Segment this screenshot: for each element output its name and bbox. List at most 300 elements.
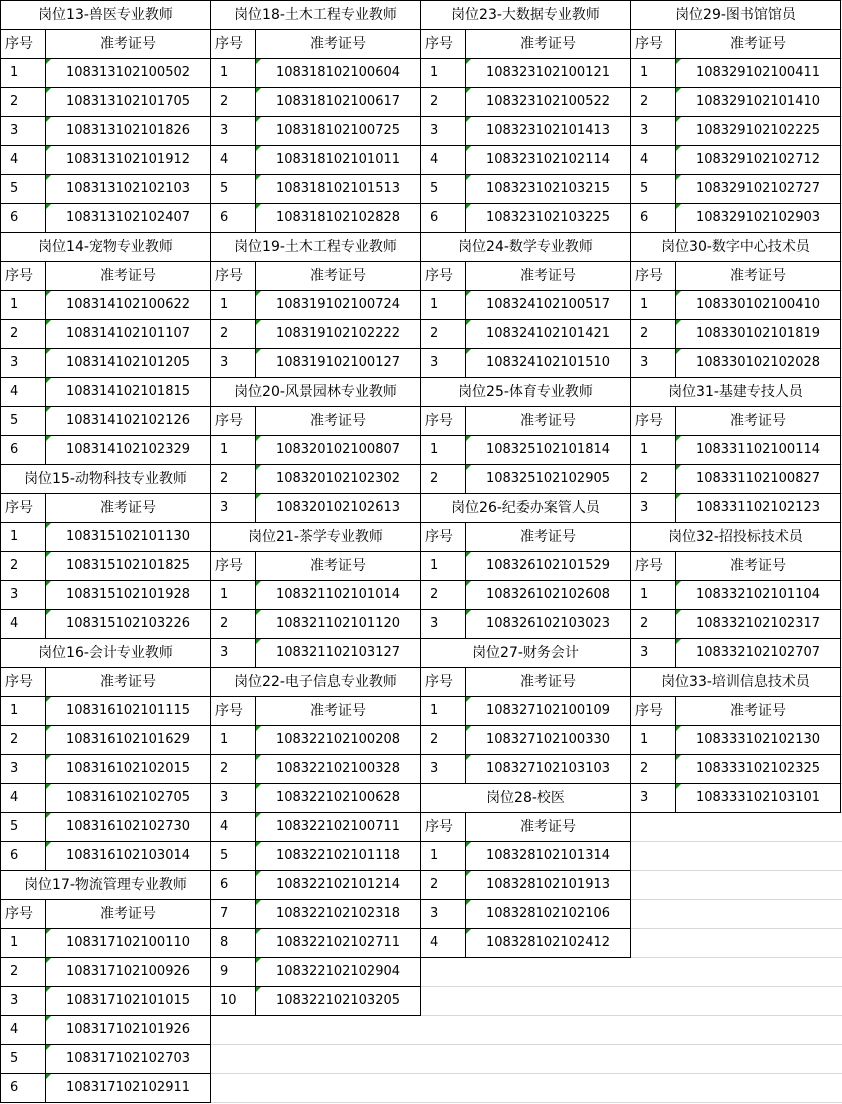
table-row [210, 986, 421, 1016]
seq-header: 序号 [0, 667, 46, 697]
seq-cell: 3 [630, 783, 676, 813]
seq-cell: 5 [0, 812, 46, 842]
seq-header: 序号 [210, 696, 256, 726]
table-row [0, 319, 211, 349]
header-row [210, 29, 421, 59]
position-title: 岗位33-培训信息技术员 [630, 667, 841, 697]
admission-number-cell: 108328102102106 [465, 899, 631, 929]
position-title: 岗位16-会计专业教师 [0, 638, 211, 668]
admission-number-cell: 108315102103226 [45, 609, 211, 639]
admission-number-cell: 108318102101011 [255, 145, 421, 175]
seq-cell: 7 [210, 899, 256, 929]
id-header: 准考证号 [45, 899, 211, 929]
seq-cell: 4 [630, 145, 676, 175]
seq-cell: 3 [210, 493, 256, 523]
table-row [0, 754, 211, 784]
table-row [0, 1044, 211, 1074]
seq-cell: 2 [420, 319, 466, 349]
table-row [630, 319, 841, 349]
id-header: 准考证号 [255, 29, 421, 59]
table-row [0, 812, 211, 842]
table-row [0, 203, 211, 233]
seq-cell: 4 [0, 609, 46, 639]
table-row [210, 348, 421, 378]
table-row [630, 580, 841, 610]
seq-cell: 6 [210, 203, 256, 233]
admission-number-cell: 108329102102903 [675, 203, 841, 233]
seq-cell: 2 [420, 725, 466, 755]
seq-header: 序号 [630, 406, 676, 436]
id-header: 准考证号 [45, 667, 211, 697]
seq-cell: 3 [630, 116, 676, 146]
table-row [420, 116, 631, 146]
admission-number-cell: 108320102102613 [255, 493, 421, 523]
seq-cell: 4 [0, 377, 46, 407]
table-row [0, 696, 211, 726]
seq-cell: 2 [420, 870, 466, 900]
seq-cell: 1 [0, 58, 46, 88]
admission-number-cell: 108329102102225 [675, 116, 841, 146]
header-row [630, 261, 841, 291]
admission-number-cell: 108318102100725 [255, 116, 421, 146]
admission-number-cell: 108314102100622 [45, 290, 211, 320]
seq-header: 序号 [420, 29, 466, 59]
seq-cell: 2 [0, 551, 46, 581]
seq-header: 序号 [210, 406, 256, 436]
table-row [210, 899, 421, 929]
table-row [210, 464, 421, 494]
seq-header: 序号 [0, 261, 46, 291]
header-row [630, 696, 841, 726]
seq-cell: 1 [420, 435, 466, 465]
table-row [630, 58, 841, 88]
seq-cell: 2 [210, 464, 256, 494]
admission-number-cell: 108315102101825 [45, 551, 211, 581]
table-row [630, 725, 841, 755]
admission-number-cell: 108327102103103 [465, 754, 631, 784]
admission-number-cell: 108323102103215 [465, 174, 631, 204]
admission-number-cell: 108328102101314 [465, 841, 631, 871]
seq-cell: 1 [0, 522, 46, 552]
seq-cell: 3 [210, 348, 256, 378]
table-row [420, 319, 631, 349]
table-row [210, 957, 421, 987]
table-row [0, 406, 211, 436]
header-row [420, 522, 631, 552]
table-row [0, 145, 211, 175]
seq-cell: 2 [210, 319, 256, 349]
seq-header: 序号 [420, 812, 466, 842]
id-header: 准考证号 [675, 29, 841, 59]
id-header: 准考证号 [255, 551, 421, 581]
admission-number-cell: 108326102102608 [465, 580, 631, 610]
position-title: 岗位31-基建专技人员 [630, 377, 841, 407]
seq-cell: 1 [630, 435, 676, 465]
seq-cell: 1 [0, 928, 46, 958]
table-row [210, 870, 421, 900]
table-row [420, 290, 631, 320]
seq-cell: 3 [630, 493, 676, 523]
table-row [0, 87, 211, 117]
seq-cell: 3 [420, 348, 466, 378]
header-row [210, 406, 421, 436]
header-row [420, 667, 631, 697]
position-title: 岗位13-兽医专业教师 [0, 0, 211, 30]
table-row [420, 203, 631, 233]
seq-header: 序号 [630, 261, 676, 291]
seq-cell: 4 [420, 928, 466, 958]
admission-number-cell: 108317102100926 [45, 957, 211, 987]
admission-number-cell: 108322102102904 [255, 957, 421, 987]
admission-number-cell: 108313102101912 [45, 145, 211, 175]
admission-number-cell: 108326102101529 [465, 551, 631, 581]
admission-number-cell: 108318102102828 [255, 203, 421, 233]
seq-cell: 4 [0, 1015, 46, 1045]
table-row [630, 348, 841, 378]
id-header: 准考证号 [465, 261, 631, 291]
admission-number-cell: 108314102102329 [45, 435, 211, 465]
position-title: 岗位24-数学专业教师 [420, 232, 631, 262]
admission-number-cell: 108332102102317 [675, 609, 841, 639]
seq-cell: 3 [210, 783, 256, 813]
header-row [630, 406, 841, 436]
position-title: 岗位27-财务会计 [420, 638, 631, 668]
seq-cell: 2 [630, 609, 676, 639]
seq-cell: 1 [630, 580, 676, 610]
seq-cell: 2 [630, 464, 676, 494]
seq-cell: 2 [0, 87, 46, 117]
table-row [0, 435, 211, 465]
header-row [630, 29, 841, 59]
admission-number-cell: 108322102101118 [255, 841, 421, 871]
table-row [420, 580, 631, 610]
table-row [420, 435, 631, 465]
admission-number-cell: 108323102100121 [465, 58, 631, 88]
position-title: 岗位18-土木工程专业教师 [210, 0, 421, 30]
id-header: 准考证号 [465, 406, 631, 436]
position-title: 岗位32-招投标技术员 [630, 522, 841, 552]
admission-number-cell: 108333102102130 [675, 725, 841, 755]
admission-number-cell: 108329102102712 [675, 145, 841, 175]
table-row [630, 464, 841, 494]
admission-number-cell: 108317102102703 [45, 1044, 211, 1074]
table-row [0, 1073, 211, 1103]
seq-cell: 3 [0, 986, 46, 1016]
seq-cell: 1 [210, 580, 256, 610]
seq-cell: 1 [420, 551, 466, 581]
seq-cell: 9 [210, 957, 256, 987]
seq-cell: 3 [0, 754, 46, 784]
seq-cell: 6 [0, 435, 46, 465]
table-row [210, 319, 421, 349]
header-row [0, 29, 211, 59]
admission-number-cell: 108322102100711 [255, 812, 421, 842]
table-row [0, 174, 211, 204]
table-row [420, 870, 631, 900]
admission-number-cell: 108332102102707 [675, 638, 841, 668]
position-title: 岗位17-物流管理专业教师 [0, 870, 211, 900]
admission-number-cell: 108317102101015 [45, 986, 211, 1016]
admission-number-cell: 108332102101104 [675, 580, 841, 610]
table-row [0, 609, 211, 639]
seq-cell: 6 [630, 203, 676, 233]
seq-cell: 3 [0, 348, 46, 378]
admission-number-cell: 108329102100411 [675, 58, 841, 88]
admission-number-cell: 108313102101705 [45, 87, 211, 117]
admission-number-cell: 108322102100208 [255, 725, 421, 755]
seq-cell: 3 [420, 754, 466, 784]
seq-cell: 2 [630, 754, 676, 784]
seq-cell: 3 [210, 116, 256, 146]
admission-number-cell: 108327102100330 [465, 725, 631, 755]
table-row [630, 145, 841, 175]
id-header: 准考证号 [675, 261, 841, 291]
admission-number-cell: 108323102101413 [465, 116, 631, 146]
admission-number-cell: 108315102101130 [45, 522, 211, 552]
header-row [0, 493, 211, 523]
id-header: 准考证号 [675, 406, 841, 436]
seq-cell: 5 [210, 174, 256, 204]
seq-cell: 2 [420, 580, 466, 610]
seq-cell: 1 [420, 841, 466, 871]
id-header: 准考证号 [465, 29, 631, 59]
table-row [0, 580, 211, 610]
admission-number-cell: 108313102101826 [45, 116, 211, 146]
table-row [420, 609, 631, 639]
seq-cell: 2 [210, 609, 256, 639]
admission-number-cell: 108323102102114 [465, 145, 631, 175]
seq-cell: 1 [0, 696, 46, 726]
admission-number-cell: 108318102100604 [255, 58, 421, 88]
table-row [0, 928, 211, 958]
admission-number-cell: 108331102100114 [675, 435, 841, 465]
table-row [420, 348, 631, 378]
seq-cell: 2 [630, 87, 676, 117]
id-header: 准考证号 [45, 29, 211, 59]
table-row [210, 638, 421, 668]
admission-number-cell: 108331102102123 [675, 493, 841, 523]
admission-number-cell: 108322102100328 [255, 754, 421, 784]
admission-number-cell: 108315102101928 [45, 580, 211, 610]
table-row [0, 725, 211, 755]
admission-number-cell: 108330102102028 [675, 348, 841, 378]
table-row [210, 145, 421, 175]
seq-header: 序号 [210, 551, 256, 581]
table-row [630, 493, 841, 523]
seq-cell: 5 [420, 174, 466, 204]
seq-cell: 3 [420, 899, 466, 929]
position-title: 岗位19-土木工程专业教师 [210, 232, 421, 262]
seq-cell: 1 [0, 290, 46, 320]
admission-number-cell: 108316102102705 [45, 783, 211, 813]
seq-cell: 5 [0, 174, 46, 204]
seq-cell: 5 [0, 1044, 46, 1074]
table-row [0, 1015, 211, 1045]
table-row [210, 174, 421, 204]
table-row [420, 174, 631, 204]
admission-number-cell: 108316102101115 [45, 696, 211, 726]
header-row [630, 551, 841, 581]
admission-number-cell: 108328102102412 [465, 928, 631, 958]
seq-header: 序号 [420, 667, 466, 697]
table-row [420, 87, 631, 117]
position-title: 岗位26-纪委办案管人员 [420, 493, 631, 523]
table-row [630, 754, 841, 784]
seq-cell: 5 [210, 841, 256, 871]
table-row [420, 58, 631, 88]
table-row [210, 87, 421, 117]
seq-cell: 2 [0, 319, 46, 349]
admission-number-cell: 108318102101513 [255, 174, 421, 204]
table-row [0, 551, 211, 581]
admission-number-cell: 108321102103127 [255, 638, 421, 668]
seq-cell: 6 [0, 203, 46, 233]
seq-cell: 1 [420, 58, 466, 88]
table-row [210, 290, 421, 320]
id-header: 准考证号 [465, 812, 631, 842]
header-row [210, 261, 421, 291]
position-title: 岗位28-校医 [420, 783, 631, 813]
seq-cell: 2 [630, 319, 676, 349]
table-row [420, 145, 631, 175]
seq-header: 序号 [630, 551, 676, 581]
table-row [630, 174, 841, 204]
admission-number-cell: 108313102100502 [45, 58, 211, 88]
table-row [420, 928, 631, 958]
seq-header: 序号 [420, 261, 466, 291]
position-title: 岗位25-体育专业教师 [420, 377, 631, 407]
id-header: 准考证号 [255, 261, 421, 291]
table-row [0, 58, 211, 88]
seq-cell: 1 [210, 58, 256, 88]
seq-cell: 5 [630, 174, 676, 204]
table-row [210, 841, 421, 871]
admission-number-cell: 108330102101819 [675, 319, 841, 349]
seq-cell: 4 [0, 783, 46, 813]
table-row [630, 638, 841, 668]
position-title: 岗位21-茶学专业教师 [210, 522, 421, 552]
seq-header: 序号 [210, 261, 256, 291]
position-title: 岗位20-风景园林专业教师 [210, 377, 421, 407]
seq-cell: 1 [630, 58, 676, 88]
header-row [420, 812, 631, 842]
admission-number-cell: 108317102101926 [45, 1015, 211, 1045]
admission-number-cell: 108333102103101 [675, 783, 841, 813]
table-row [0, 522, 211, 552]
position-title: 岗位30-数字中心技术员 [630, 232, 841, 262]
seq-cell: 5 [0, 406, 46, 436]
admission-number-cell: 108326102103023 [465, 609, 631, 639]
seq-cell: 2 [0, 725, 46, 755]
seq-cell: 3 [630, 638, 676, 668]
seq-cell: 2 [0, 957, 46, 987]
admission-number-cell: 108329102101410 [675, 87, 841, 117]
table-row [210, 580, 421, 610]
admission-number-cell: 108324102101510 [465, 348, 631, 378]
admission-number-cell: 108314102101815 [45, 377, 211, 407]
seq-cell: 3 [630, 348, 676, 378]
seq-cell: 1 [210, 725, 256, 755]
header-row [0, 667, 211, 697]
position-title: 岗位15-动物科技专业教师 [0, 464, 211, 494]
table-row [630, 203, 841, 233]
seq-header: 序号 [630, 696, 676, 726]
seq-header: 序号 [0, 29, 46, 59]
admission-number-cell: 108314102101205 [45, 348, 211, 378]
position-title: 岗位23-大数据专业教师 [420, 0, 631, 30]
table-row [210, 754, 421, 784]
seq-cell: 4 [420, 145, 466, 175]
header-row [420, 406, 631, 436]
seq-cell: 1 [420, 290, 466, 320]
seq-cell: 2 [210, 754, 256, 784]
table-row [210, 783, 421, 813]
admission-number-cell: 108322102103205 [255, 986, 421, 1016]
seq-cell: 3 [420, 116, 466, 146]
admission-number-cell: 108333102102325 [675, 754, 841, 784]
seq-cell: 1 [630, 725, 676, 755]
id-header: 准考证号 [675, 551, 841, 581]
admission-number-cell: 108313102102407 [45, 203, 211, 233]
seq-cell: 1 [420, 696, 466, 726]
admission-number-cell: 108316102103014 [45, 841, 211, 871]
id-header: 准考证号 [255, 406, 421, 436]
seq-cell: 3 [210, 638, 256, 668]
position-title: 岗位29-图书馆馆员 [630, 0, 841, 30]
admission-number-cell: 108325102101814 [465, 435, 631, 465]
table-row [630, 783, 841, 813]
header-row [420, 29, 631, 59]
table-row [630, 290, 841, 320]
position-title: 岗位22-电子信息专业教师 [210, 667, 421, 697]
header-row [210, 551, 421, 581]
table-row [0, 348, 211, 378]
seq-cell: 6 [210, 870, 256, 900]
admission-number-cell: 108328102101913 [465, 870, 631, 900]
admission-number-cell: 108331102100827 [675, 464, 841, 494]
seq-cell: 10 [210, 986, 256, 1016]
seq-cell: 1 [210, 435, 256, 465]
table-row [210, 116, 421, 146]
table-row [420, 841, 631, 871]
admission-number-cell: 108314102102126 [45, 406, 211, 436]
admission-number-cell: 108322102102318 [255, 899, 421, 929]
admission-number-cell: 108322102102711 [255, 928, 421, 958]
table-row [210, 58, 421, 88]
admission-number-cell: 108318102100617 [255, 87, 421, 117]
id-header: 准考证号 [675, 696, 841, 726]
table-row [630, 609, 841, 639]
seq-cell: 2 [420, 87, 466, 117]
admission-number-cell: 108317102102911 [45, 1073, 211, 1103]
admission-number-cell: 108316102102730 [45, 812, 211, 842]
admission-number-cell: 108317102100110 [45, 928, 211, 958]
admission-number-cell: 108325102102905 [465, 464, 631, 494]
table-row [0, 841, 211, 871]
seq-header: 序号 [420, 406, 466, 436]
table-row [0, 290, 211, 320]
seq-cell: 6 [420, 203, 466, 233]
seq-header: 序号 [630, 29, 676, 59]
admission-number-cell: 108323102100522 [465, 87, 631, 117]
table-row [210, 812, 421, 842]
table-row [420, 464, 631, 494]
table-row [420, 754, 631, 784]
admission-number-cell: 108321102101120 [255, 609, 421, 639]
table-row [420, 551, 631, 581]
seq-header: 序号 [0, 493, 46, 523]
table-row [210, 435, 421, 465]
